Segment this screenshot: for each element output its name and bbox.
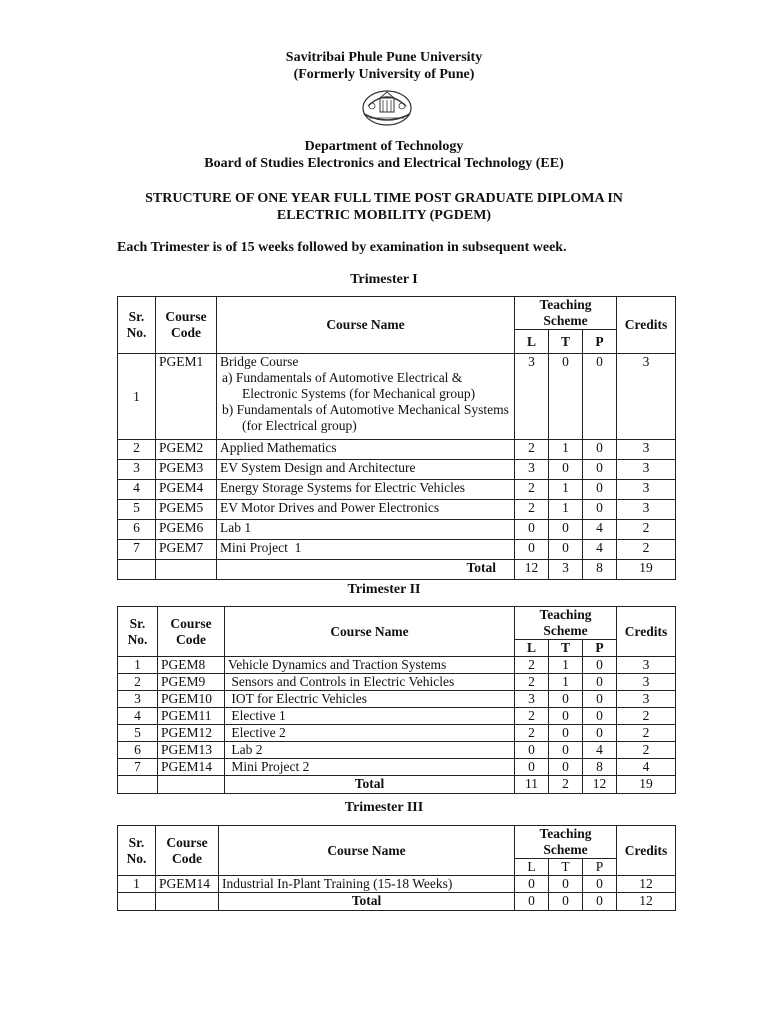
course-name-cell — [217, 354, 515, 440]
sr-cell: 5 — [118, 500, 156, 520]
code-cell: PGEM5 — [156, 500, 217, 520]
department-name: Department of Technology — [304, 139, 464, 154]
course-name-cell: EV Motor Drives and Power Electronics — [217, 500, 515, 520]
table-row — [118, 876, 676, 893]
code-cell: PGEM9 — [158, 674, 225, 691]
table-row — [118, 759, 676, 776]
l-cell: 3 — [515, 691, 549, 708]
sr-cell: 1 — [118, 657, 158, 674]
header-teaching-scheme: Teaching Scheme — [515, 826, 617, 859]
t-cell: 0 — [549, 354, 583, 440]
l-cell: 0 — [515, 742, 549, 759]
credits-cell: 2 — [617, 520, 676, 540]
t-cell: 1 — [549, 674, 583, 691]
credits-cell: 12 — [617, 876, 676, 893]
total-label: Total — [225, 776, 515, 794]
header-course-code: Course Code — [156, 297, 217, 354]
table-row — [118, 520, 676, 540]
sr-cell: 2 — [118, 440, 156, 460]
header-l: L — [515, 330, 549, 354]
trimester-3-title: Trimester III — [344, 800, 424, 815]
p-cell: 8 — [583, 759, 617, 776]
p-cell: 0 — [583, 657, 617, 674]
code-cell: PGEM6 — [156, 520, 217, 540]
l-cell: 2 — [515, 480, 549, 500]
header-sr-no: Sr. No. — [118, 607, 158, 657]
credits-cell: 3 — [617, 354, 676, 440]
p-cell: 0 — [583, 691, 617, 708]
empty-cell — [118, 893, 156, 911]
total-l: 11 — [515, 776, 549, 794]
l-cell: 2 — [515, 725, 549, 742]
credits-cell: 4 — [617, 759, 676, 776]
p-cell: 4 — [583, 520, 617, 540]
course-name-cell: Energy Storage Systems for Electric Vehicles — [217, 480, 515, 500]
bridge-course-title: Bridge Course — [220, 354, 299, 369]
trimester-2-rows — [118, 657, 676, 776]
p-cell: 0 — [583, 460, 617, 480]
credits-cell: 3 — [617, 480, 676, 500]
p-cell: 0 — [583, 480, 617, 500]
total-t: 3 — [549, 560, 583, 580]
header-p: P — [583, 859, 617, 876]
credits-cell: 3 — [617, 691, 676, 708]
course-name-cell: Elective 2 — [225, 725, 515, 742]
total-row — [118, 560, 676, 580]
l-cell: 2 — [515, 500, 549, 520]
total-p: 12 — [583, 776, 617, 794]
table-row — [118, 725, 676, 742]
course-name-cell: IOT for Electric Vehicles — [225, 691, 515, 708]
p-cell: 4 — [583, 742, 617, 759]
code-cell: PGEM14 — [158, 759, 225, 776]
header-t: T — [549, 330, 583, 354]
university-name: Savitribai Phule Pune University — [285, 50, 483, 65]
t-cell: 1 — [549, 657, 583, 674]
header-t: T — [549, 640, 583, 657]
empty-cell — [158, 776, 225, 794]
header-course-name: Course Name — [219, 826, 515, 876]
header-credits: Credits — [617, 826, 676, 876]
code-cell: PGEM1 — [156, 354, 217, 440]
total-row — [118, 776, 676, 794]
l-cell: 2 — [515, 674, 549, 691]
total-label: Total — [217, 560, 515, 580]
header-teaching-scheme: Teaching Scheme — [515, 297, 617, 330]
header-course-name: Course Name — [225, 607, 515, 657]
header-credits: Credits — [617, 607, 676, 657]
sr-cell: 3 — [118, 460, 156, 480]
total-t: 2 — [549, 776, 583, 794]
p-cell: 0 — [583, 674, 617, 691]
p-cell: 0 — [583, 725, 617, 742]
sr-cell: 6 — [118, 520, 156, 540]
t-cell: 0 — [549, 759, 583, 776]
course-name-cell: Lab 1 — [217, 520, 515, 540]
code-cell: PGEM8 — [158, 657, 225, 674]
p-cell: 0 — [583, 440, 617, 460]
sr-cell: 1 — [118, 876, 156, 893]
total-l: 0 — [515, 893, 549, 911]
table-row — [118, 708, 676, 725]
total-credits: 19 — [617, 560, 676, 580]
l-cell: 0 — [515, 520, 549, 540]
table-row — [118, 460, 676, 480]
total-p: 8 — [583, 560, 617, 580]
structure-title-line-2: ELECTRIC MOBILITY (PGDEM) — [276, 208, 492, 223]
t-cell: 0 — [549, 691, 583, 708]
course-name-cell: Mini Project 2 — [225, 759, 515, 776]
table-row — [118, 657, 676, 674]
table-row — [118, 440, 676, 460]
l-cell: 0 — [515, 876, 549, 893]
code-cell: PGEM2 — [156, 440, 217, 460]
empty-cell — [156, 893, 219, 911]
structure-title-line-1: STRUCTURE OF ONE YEAR FULL TIME POST GRADUATE DIPLOMA IN — [145, 191, 623, 206]
header-course-code: Course Code — [158, 607, 225, 657]
credits-cell: 2 — [617, 742, 676, 759]
l-cell: 3 — [515, 460, 549, 480]
p-cell: 0 — [583, 876, 617, 893]
course-name-cell: Sensors and Controls in Electric Vehicles — [225, 674, 515, 691]
table-row — [118, 480, 676, 500]
sr-cell: 7 — [118, 759, 158, 776]
trimester-2-title: Trimester II — [347, 582, 421, 597]
t-cell: 1 — [549, 440, 583, 460]
t-cell: 1 — [549, 500, 583, 520]
total-credits: 12 — [617, 893, 676, 911]
course-name-cell: EV System Design and Architecture — [217, 460, 515, 480]
board-name: Board of Studies Electronics and Electrical Technology (EE) — [204, 156, 564, 171]
sr-cell: 4 — [118, 708, 158, 725]
l-cell: 3 — [515, 354, 549, 440]
trimester-2-table — [117, 606, 676, 794]
course-name-cell: Vehicle Dynamics and Traction Systems — [225, 657, 515, 674]
p-cell: 0 — [583, 708, 617, 725]
credits-cell: 3 — [617, 674, 676, 691]
table-row — [118, 674, 676, 691]
l-cell: 2 — [515, 440, 549, 460]
course-name-cell: Elective 1 — [225, 708, 515, 725]
header-sr-no: Sr. No. — [118, 826, 156, 876]
code-cell: PGEM7 — [156, 540, 217, 560]
table-row — [118, 540, 676, 560]
table-row — [118, 354, 676, 440]
code-cell: PGEM10 — [158, 691, 225, 708]
header-p: P — [583, 640, 617, 657]
code-cell: PGEM3 — [156, 460, 217, 480]
empty-cell — [118, 560, 156, 580]
code-cell: PGEM14 — [156, 876, 219, 893]
sr-cell: 2 — [118, 674, 158, 691]
t-cell: 0 — [549, 876, 583, 893]
course-name-cell: Applied Mathematics — [217, 440, 515, 460]
university-emblem-icon — [358, 84, 416, 130]
credits-cell: 2 — [617, 708, 676, 725]
bridge-course-option-b: b) Fundamentals of Automotive Mechanical Systems (for Electrical group) — [222, 402, 509, 433]
total-p: 0 — [583, 893, 617, 911]
trimester-3-rows — [118, 876, 676, 893]
t-cell: 1 — [549, 480, 583, 500]
trimester-1-table — [117, 296, 676, 580]
credits-cell: 3 — [617, 440, 676, 460]
sr-cell: 1 — [118, 354, 156, 440]
empty-cell — [156, 560, 217, 580]
course-name-cell: Lab 2 — [225, 742, 515, 759]
sr-cell: 5 — [118, 725, 158, 742]
code-cell: PGEM4 — [156, 480, 217, 500]
sr-cell: 7 — [118, 540, 156, 560]
bridge-course-option-a: a) Fundamentals of Automotive Electrical & Electronic Systems (for Mechanical group) — [222, 370, 476, 401]
total-l: 12 — [515, 560, 549, 580]
l-cell: 0 — [515, 540, 549, 560]
sr-cell: 4 — [118, 480, 156, 500]
table-row — [118, 742, 676, 759]
p-cell: 4 — [583, 540, 617, 560]
l-cell: 2 — [515, 708, 549, 725]
credits-cell: 3 — [617, 657, 676, 674]
p-cell: 0 — [583, 354, 617, 440]
code-cell: PGEM12 — [158, 725, 225, 742]
trimester-3-table — [117, 825, 676, 911]
header-l: L — [515, 640, 549, 657]
header-teaching-scheme: Teaching Scheme — [515, 607, 617, 640]
t-cell: 0 — [549, 708, 583, 725]
table-row — [118, 691, 676, 708]
course-name-cell: Industrial In-Plant Training (15-18 Weeks) — [219, 876, 515, 893]
t-cell: 0 — [549, 742, 583, 759]
table-row — [118, 500, 676, 520]
l-cell: 2 — [515, 657, 549, 674]
credits-cell: 2 — [617, 725, 676, 742]
university-former-name: (Formerly University of Pune) — [293, 67, 475, 82]
total-label: Total — [219, 893, 515, 911]
course-name-cell: Mini Project 1 — [217, 540, 515, 560]
trimester-1-title: Trimester I — [350, 272, 418, 287]
t-cell: 0 — [549, 520, 583, 540]
header-credits: Credits — [617, 297, 676, 354]
total-row — [118, 893, 676, 911]
credits-cell: 3 — [617, 500, 676, 520]
code-cell: PGEM13 — [158, 742, 225, 759]
header-course-name: Course Name — [217, 297, 515, 354]
header-p: P — [583, 330, 617, 354]
l-cell: 0 — [515, 759, 549, 776]
code-cell: PGEM11 — [158, 708, 225, 725]
total-credits: 19 — [617, 776, 676, 794]
credits-cell: 3 — [617, 460, 676, 480]
header-l: L — [515, 859, 549, 876]
header-sr-no: Sr. No. — [118, 297, 156, 354]
empty-cell — [118, 776, 158, 794]
t-cell: 0 — [549, 725, 583, 742]
credits-cell: 2 — [617, 540, 676, 560]
sr-cell: 3 — [118, 691, 158, 708]
total-t: 0 — [549, 893, 583, 911]
trimester-1-rows — [118, 440, 676, 560]
t-cell: 0 — [549, 540, 583, 560]
header-t: T — [549, 859, 583, 876]
sr-cell: 6 — [118, 742, 158, 759]
header-course-code: Course Code — [156, 826, 219, 876]
t-cell: 0 — [549, 460, 583, 480]
p-cell: 0 — [583, 500, 617, 520]
trimester-note: Each Trimester is of 15 weeks followed by examination in subsequent week. — [117, 240, 567, 255]
